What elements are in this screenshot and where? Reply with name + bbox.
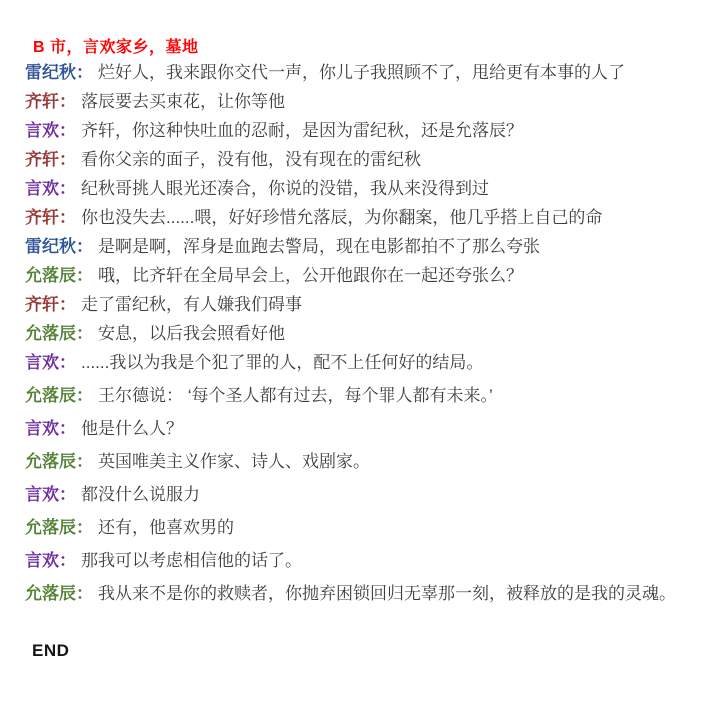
dialogue-text: 纪秋哥挑人眼光还凑合，你说的没错，我从来没得到过 — [81, 179, 489, 198]
dialogue-text: 我从来不是你的救赎者，你抛弃困锁回归无辜那一刻，被释放的是我的灵魂。 — [98, 584, 676, 603]
dialogue-text: 王尔德说： ‘每个圣人都有过去，每个罪人都有未来。’ — [98, 386, 493, 405]
speaker-name: 雷纪秋： — [25, 237, 93, 256]
dialogue-line — [25, 325, 690, 343]
dialogue-line — [25, 238, 690, 256]
speaker-name: 言欢： — [25, 419, 76, 438]
speaker-name: 允落辰： — [25, 386, 93, 405]
dialogue-line — [25, 180, 690, 198]
dialogue-text: 哦，比齐轩在全局早会上，公开他跟你在一起还夸张么？ — [98, 266, 523, 285]
dialogue-line — [25, 296, 690, 314]
dialogue-line — [25, 151, 690, 169]
dialogue-line — [25, 122, 690, 140]
dialogue-text: 烂好人，我来跟你交代一声，你儿子我照顾不了，甩给更有本事的人了 — [98, 63, 625, 82]
dialogue-line — [25, 354, 690, 372]
speaker-name: 齐轩： — [25, 150, 76, 169]
speaker-name: 允落辰： — [25, 452, 93, 471]
dialogue-line — [25, 387, 690, 405]
speaker-name: 允落辰： — [25, 324, 93, 343]
dialogue-text: 安息，以后我会照看好他 — [98, 324, 285, 343]
dialogue-line — [25, 585, 690, 603]
scene-heading: B 市，言欢家乡，墓地 — [33, 39, 199, 56]
dialogue-line — [25, 552, 690, 570]
speaker-name: 齐轩： — [25, 208, 76, 227]
speaker-name: 言欢： — [25, 485, 76, 504]
dialogue-line — [25, 486, 690, 504]
dialogue-line — [25, 453, 690, 471]
dialogue-text: 他是什么人？ — [81, 419, 183, 438]
speaker-name: 言欢： — [25, 121, 76, 140]
speaker-name: 齐轩： — [25, 92, 76, 111]
speaker-name: 言欢： — [25, 551, 76, 570]
speaker-name: 齐轩： — [25, 295, 76, 314]
dialogue-line — [25, 209, 690, 227]
dialogue-line — [25, 519, 690, 537]
speaker-name: 雷纪秋： — [25, 63, 93, 82]
speaker-name: 允落辰： — [25, 584, 93, 603]
dialogue-text: 齐轩，你这种快吐血的忍耐，是因为雷纪秋，还是允落辰？ — [81, 121, 523, 140]
dialogue-text: 走了雷纪秋，有人嫌我们碍事 — [81, 295, 302, 314]
speaker-name: 言欢： — [25, 353, 76, 372]
dialogue-text: ......我以为我是个犯了罪的人，配不上任何好的结局。 — [81, 353, 484, 372]
dialogue-line — [25, 93, 690, 111]
dialogue-line — [25, 420, 690, 438]
dialogue-text: 落辰要去买束花，让你等他 — [81, 92, 285, 111]
dialogue-text: 英国唯美主义作家、诗人、戏剧家。 — [98, 452, 370, 471]
dialogue-text: 都没什么说服力 — [81, 485, 200, 504]
script-body — [25, 64, 690, 603]
dialogue-text: 是啊是啊，浑身是血跑去警局，现在电影都拍不了那么夸张 — [98, 237, 540, 256]
dialogue-line — [25, 64, 690, 82]
end-label: END — [32, 641, 70, 660]
dialogue-text: 你也没失去......喂，好好珍惜允落辰，为你翻案，他几乎搭上自己的命 — [81, 208, 603, 227]
dialogue-text: 看你父亲的面子，没有他，没有现在的雷纪秋 — [81, 150, 421, 169]
dialogue-text: 那我可以考虑相信他的话了。 — [81, 551, 302, 570]
dialogue-text: 还有，他喜欢男的 — [98, 518, 234, 537]
dialogue-line — [25, 267, 690, 285]
speaker-name: 言欢： — [25, 179, 76, 198]
speaker-name: 允落辰： — [25, 266, 93, 285]
speaker-name: 允落辰： — [25, 518, 93, 537]
